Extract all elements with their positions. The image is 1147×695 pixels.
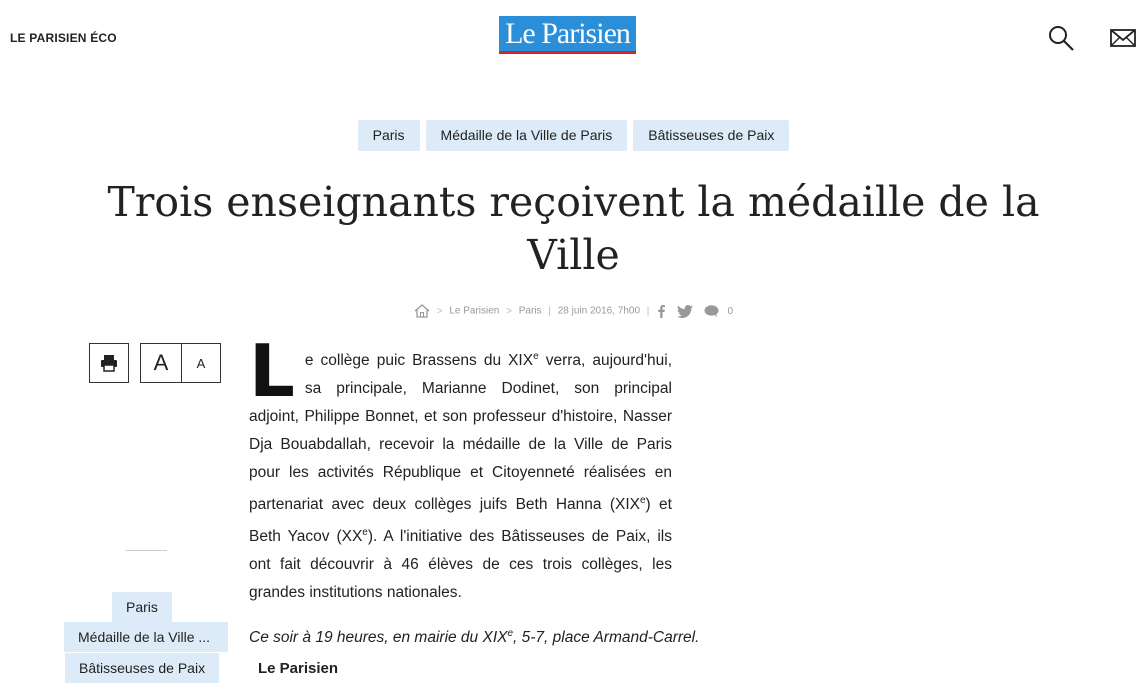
font-size-decrease-button[interactable]: A — [196, 356, 206, 371]
tag-medaille-ville-de-paris[interactable]: Médaille de la Ville de Paris — [426, 120, 628, 151]
article-text: verra, aujourd'hui, sa principale, Marianne Dodinet, son principal adjoint, Philippe Bonnet, et son professeur d'histoire, Nasser Dja Bouabdallah, recevoir la médaille de la Ville de Paris pour les activités République et Citoyenneté réalisées en partenariat avec deux collèges juifs Beth Hanna (XIX — [249, 352, 673, 514]
divider: | — [646, 305, 650, 317]
print-icon — [99, 360, 119, 377]
font-size-increase-button[interactable]: A — [141, 344, 182, 382]
article-meta — [0, 304, 1147, 318]
tag-list — [0, 120, 1147, 151]
breadcrumb-site[interactable]: Le Parisien — [449, 305, 500, 317]
article-body — [249, 329, 673, 607]
superscript: e — [362, 527, 368, 539]
le-parisien-logo[interactable]: Le Parisien — [499, 16, 636, 54]
note-text: Ce soir à 19 heures, en mairie du XIX — [249, 629, 508, 647]
section-link-eco[interactable]: LE PARISIEN ÉCO — [10, 31, 117, 45]
home-icon[interactable] — [414, 306, 430, 317]
divider: | — [548, 305, 551, 317]
comment-count[interactable]: 0 — [727, 305, 734, 317]
top-bar — [0, 0, 1147, 75]
article-signature: Le Parisien — [258, 660, 339, 677]
article-text: e collège puic Brassens du XIX — [304, 352, 534, 370]
drop-cap: L — [249, 329, 295, 413]
breadcrumb-separator: > — [506, 305, 512, 317]
note-text: , 5-7, place Armand-Carrel. — [513, 629, 700, 647]
search-icon[interactable] — [1047, 24, 1075, 52]
tag-batisseuses-de-paix[interactable]: Bâtisseuses de Paix — [633, 120, 789, 151]
event-note — [249, 628, 699, 647]
superscript: e — [639, 495, 646, 507]
sidebar-divider — [126, 550, 167, 551]
breadcrumb-separator: > — [436, 305, 443, 317]
sidebar-tag-paris[interactable]: Paris — [112, 592, 172, 622]
print-button[interactable] — [89, 343, 129, 383]
breadcrumb-section[interactable]: Paris — [518, 305, 542, 317]
twitter-icon[interactable] — [677, 306, 693, 317]
tag-paris[interactable]: Paris — [358, 120, 420, 151]
superscript: e — [533, 351, 539, 362]
publish-date: 28 juin 2016, 7h00 — [557, 305, 641, 317]
sidebar-tag-medaille[interactable]: Médaille de la Ville ... — [64, 622, 228, 652]
article-title: Trois enseignants reçoivent la médaille de la Ville — [107, 178, 1040, 279]
facebook-icon[interactable] — [656, 306, 666, 317]
comment-icon[interactable] — [704, 306, 719, 317]
article-text: ) et Beth Yacov (XX — [249, 496, 672, 546]
font-size-control — [140, 343, 221, 383]
sidebar-tag-batisseuses[interactable]: Bâtisseuses de Paix — [65, 653, 219, 683]
envelope-icon[interactable] — [1109, 24, 1137, 52]
superscript: e — [507, 628, 514, 639]
article-text: ). A l'initiative des Bâtisseuses de Paix, ils ont fait découvrir à 46 élèves de ces trois collèges, les grandes institutions nationales. — [249, 528, 672, 602]
